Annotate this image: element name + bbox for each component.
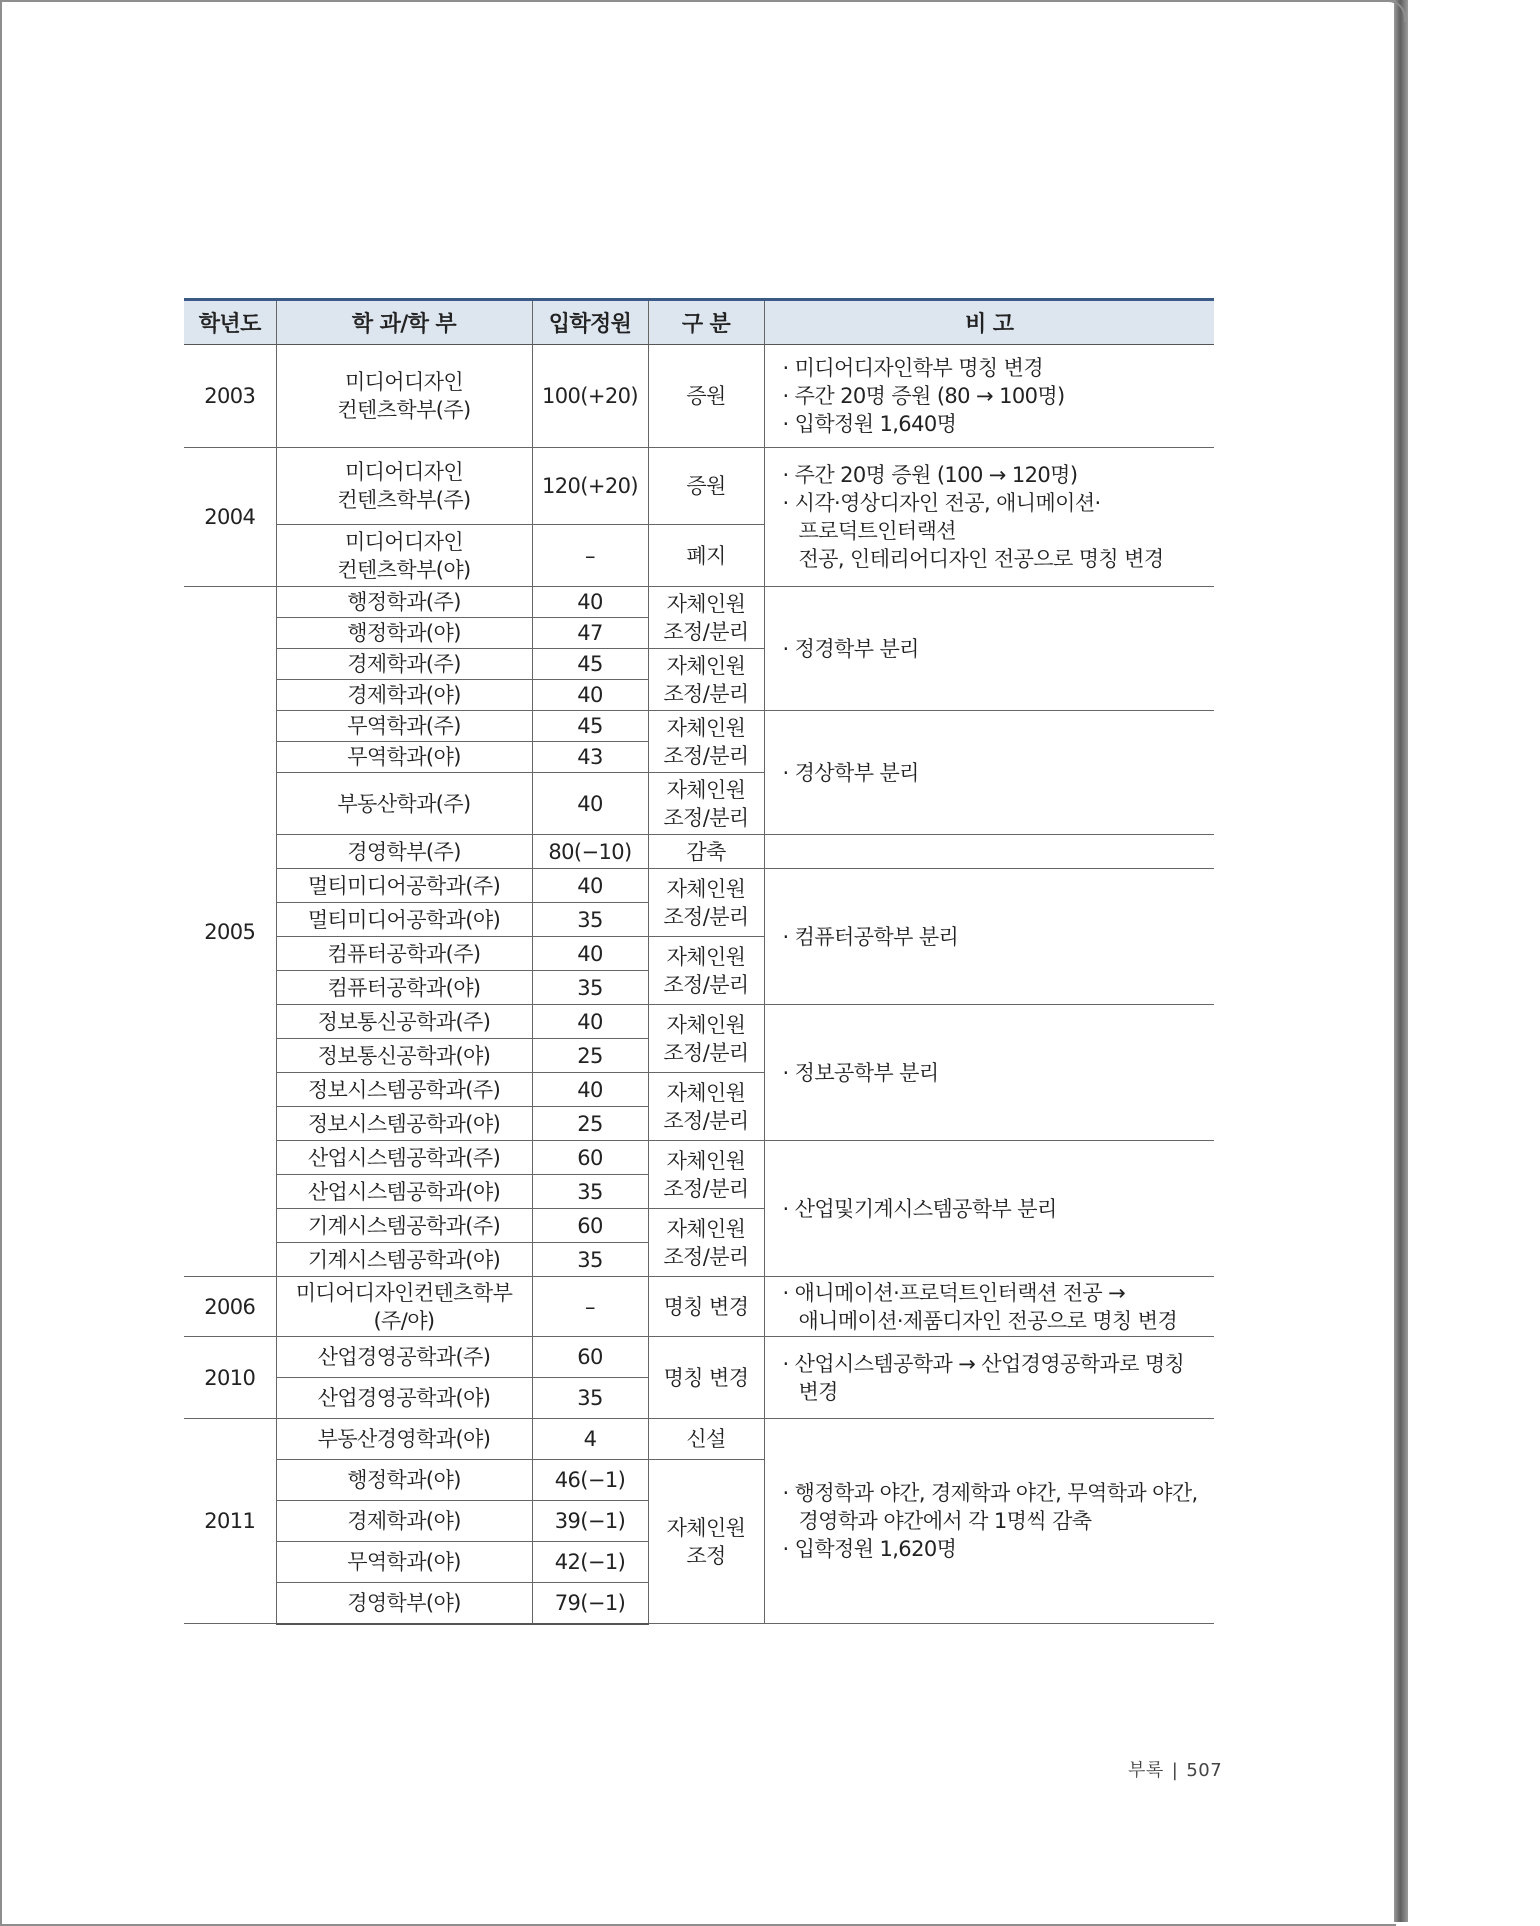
quota-cell: 79(−1) bbox=[532, 1583, 648, 1624]
quota-cell: 35 bbox=[532, 1378, 648, 1419]
year-cell: 2003 bbox=[184, 345, 276, 448]
note-cell: · 정경학부 분리 bbox=[764, 587, 1214, 711]
note-cell: · 정보공학부 분리 bbox=[764, 1005, 1214, 1141]
dept-cell: 컴퓨터공학과(주) bbox=[276, 937, 532, 971]
type-cell: 자체인원 조정/분리 bbox=[648, 869, 764, 937]
dept-cell: 미디어디자인컨텐츠학부 (주/야) bbox=[276, 1277, 532, 1337]
table-row bbox=[184, 711, 1214, 742]
year-cell: 2004 bbox=[184, 448, 276, 587]
type-cell: 증원 bbox=[648, 448, 764, 525]
dept-cell: 행정학과(주) bbox=[276, 587, 532, 618]
table-row bbox=[184, 869, 1214, 903]
dept-cell: 부동산학과(주) bbox=[276, 773, 532, 835]
quota-cell: 47 bbox=[532, 618, 648, 649]
footer-section: 부록 bbox=[1128, 1760, 1164, 1781]
dept-cell: 산업시스템공학과(야) bbox=[276, 1175, 532, 1209]
dept-cell: 산업경영공학과(주) bbox=[276, 1337, 532, 1378]
note-cell: · 미디어디자인학부 명칭 변경 · 주간 20명 증원 (80 → 100명) · 입학정원 1,640명 bbox=[764, 345, 1214, 448]
dept-cell: 경영학부(야) bbox=[276, 1583, 532, 1624]
type-cell: 자체인원 조정/분리 bbox=[648, 1209, 764, 1277]
quota-cell: 40 bbox=[532, 1073, 648, 1107]
dept-cell: 미디어디자인 컨텐츠학부(주) bbox=[276, 345, 532, 448]
type-cell: 자체인원 조정/분리 bbox=[648, 773, 764, 835]
quota-cell: – bbox=[532, 1277, 648, 1337]
quota-cell: 25 bbox=[532, 1107, 648, 1141]
quota-cell: 40 bbox=[532, 773, 648, 835]
type-cell: 명칭 변경 bbox=[648, 1337, 764, 1419]
type-cell: 증원 bbox=[648, 345, 764, 448]
year-cell: 2010 bbox=[184, 1337, 276, 1419]
quota-cell: 42(−1) bbox=[532, 1542, 648, 1583]
quota-cell: 40 bbox=[532, 680, 648, 711]
quota-cell: 35 bbox=[532, 903, 648, 937]
dept-cell: 컴퓨터공학과(야) bbox=[276, 971, 532, 1005]
type-cell: 자체인원 조정/분리 bbox=[648, 1005, 764, 1073]
quota-cell: 46(−1) bbox=[532, 1460, 648, 1501]
type-cell: 자체인원 조정/분리 bbox=[648, 937, 764, 1005]
note-cell: · 주간 20명 증원 (100 → 120명) · 시각·영상디자인 전공, 애니메이션· 프로덕트인터랙션 전공, 인테리어디자인 전공으로 명칭 변경 bbox=[764, 448, 1214, 587]
header-type: 구 분 bbox=[648, 300, 764, 345]
quota-cell: 40 bbox=[532, 1005, 648, 1039]
dept-cell: 무역학과(야) bbox=[276, 1542, 532, 1583]
table-row bbox=[184, 835, 1214, 869]
dept-cell: 미디어디자인 컨텐츠학부(야) bbox=[276, 525, 532, 587]
page-number: 507 bbox=[1186, 1760, 1223, 1781]
dept-cell: 미디어디자인 컨텐츠학부(주) bbox=[276, 448, 532, 525]
quota-cell: 25 bbox=[532, 1039, 648, 1073]
quota-cell: 40 bbox=[532, 937, 648, 971]
table-row bbox=[184, 587, 1214, 618]
table-row bbox=[184, 1419, 1214, 1460]
dept-cell: 무역학과(주) bbox=[276, 711, 532, 742]
quota-cell: 60 bbox=[532, 1209, 648, 1243]
dept-cell: 산업시스템공학과(주) bbox=[276, 1141, 532, 1175]
table-row bbox=[184, 1337, 1214, 1378]
note-cell: · 행정학과 야간, 경제학과 야간, 무역학과 야간, 경영학과 야간에서 각 1명씩 감축 · 입학정원 1,620명 bbox=[764, 1419, 1214, 1624]
quota-cell: 4 bbox=[532, 1419, 648, 1460]
year-cell: 2006 bbox=[184, 1277, 276, 1337]
quota-cell: 100(+20) bbox=[532, 345, 648, 448]
dept-cell: 경제학과(야) bbox=[276, 680, 532, 711]
quota-cell: 39(−1) bbox=[532, 1501, 648, 1542]
type-cell: 자체인원 조정/분리 bbox=[648, 649, 764, 711]
note-cell: · 경상학부 분리 bbox=[764, 711, 1214, 835]
header-year: 학년도 bbox=[184, 300, 276, 345]
quota-cell: 60 bbox=[532, 1337, 648, 1378]
dept-cell: 부동산경영학과(야) bbox=[276, 1419, 532, 1460]
quota-cell: 45 bbox=[532, 649, 648, 680]
type-cell: 감축 bbox=[648, 835, 764, 869]
dept-cell: 멀티미디어공학과(주) bbox=[276, 869, 532, 903]
page-spine bbox=[1394, 0, 1408, 1922]
note-cell: · 컴퓨터공학부 분리 bbox=[764, 869, 1214, 1005]
quota-cell: 43 bbox=[532, 742, 648, 773]
table-row bbox=[184, 1277, 1214, 1337]
table-row bbox=[184, 448, 1214, 525]
type-cell: 자체인원 조정/분리 bbox=[648, 1073, 764, 1141]
year-cell: 2005 bbox=[184, 587, 276, 1277]
note-cell: · 산업및기계시스템공학부 분리 bbox=[764, 1141, 1214, 1277]
header-quota: 입학정원 bbox=[532, 300, 648, 345]
quota-cell: 35 bbox=[532, 971, 648, 1005]
type-cell: 명칭 변경 bbox=[648, 1277, 764, 1337]
dept-cell: 무역학과(야) bbox=[276, 742, 532, 773]
footer-divider: | bbox=[1171, 1760, 1179, 1781]
admission-history-table bbox=[184, 298, 1214, 1625]
quota-cell: 60 bbox=[532, 1141, 648, 1175]
table-row bbox=[184, 1005, 1214, 1039]
dept-cell: 정보시스템공학과(주) bbox=[276, 1073, 532, 1107]
quota-cell: 40 bbox=[532, 869, 648, 903]
table-header-row bbox=[184, 300, 1214, 345]
dept-cell: 멀티미디어공학과(야) bbox=[276, 903, 532, 937]
dept-cell: 경제학과(주) bbox=[276, 649, 532, 680]
dept-cell: 정보시스템공학과(야) bbox=[276, 1107, 532, 1141]
dept-cell: 기계시스템공학과(야) bbox=[276, 1243, 532, 1277]
note-cell: · 산업시스템공학과 → 산업경영공학과로 명칭 변경 bbox=[764, 1337, 1214, 1419]
type-cell: 신설 bbox=[648, 1419, 764, 1460]
note-cell: · 애니메이션·프로덕트인터랙션 전공 → 애니메이션·제품디자인 전공으로 명칭 변경 bbox=[764, 1277, 1214, 1337]
dept-cell: 경영학부(주) bbox=[276, 835, 532, 869]
quota-cell: 120(+20) bbox=[532, 448, 648, 525]
header-note: 비 고 bbox=[764, 300, 1214, 345]
type-cell: 자체인원 조정/분리 bbox=[648, 711, 764, 773]
type-cell: 폐지 bbox=[648, 525, 764, 587]
dept-cell: 정보통신공학과(야) bbox=[276, 1039, 532, 1073]
dept-cell: 경제학과(야) bbox=[276, 1501, 532, 1542]
dept-cell: 행정학과(야) bbox=[276, 1460, 532, 1501]
dept-cell: 기계시스템공학과(주) bbox=[276, 1209, 532, 1243]
quota-cell: 45 bbox=[532, 711, 648, 742]
page-footer bbox=[1128, 1756, 1222, 1782]
dept-cell: 정보통신공학과(주) bbox=[276, 1005, 532, 1039]
table-row bbox=[184, 345, 1214, 448]
type-cell: 자체인원 조정/분리 bbox=[648, 1141, 764, 1209]
quota-cell: 80(−10) bbox=[532, 835, 648, 869]
year-cell: 2011 bbox=[184, 1419, 276, 1624]
note-cell-empty bbox=[764, 835, 1214, 869]
table-row bbox=[184, 1141, 1214, 1175]
quota-cell: 40 bbox=[532, 587, 648, 618]
type-cell: 자체인원 조정 bbox=[648, 1460, 764, 1624]
quota-cell: 35 bbox=[532, 1175, 648, 1209]
type-cell: 자체인원 조정/분리 bbox=[648, 587, 764, 649]
dept-cell: 행정학과(야) bbox=[276, 618, 532, 649]
quota-cell: 35 bbox=[532, 1243, 648, 1277]
header-department: 학 과/학 부 bbox=[276, 300, 532, 345]
dept-cell: 산업경영공학과(야) bbox=[276, 1378, 532, 1419]
quota-cell: – bbox=[532, 525, 648, 587]
